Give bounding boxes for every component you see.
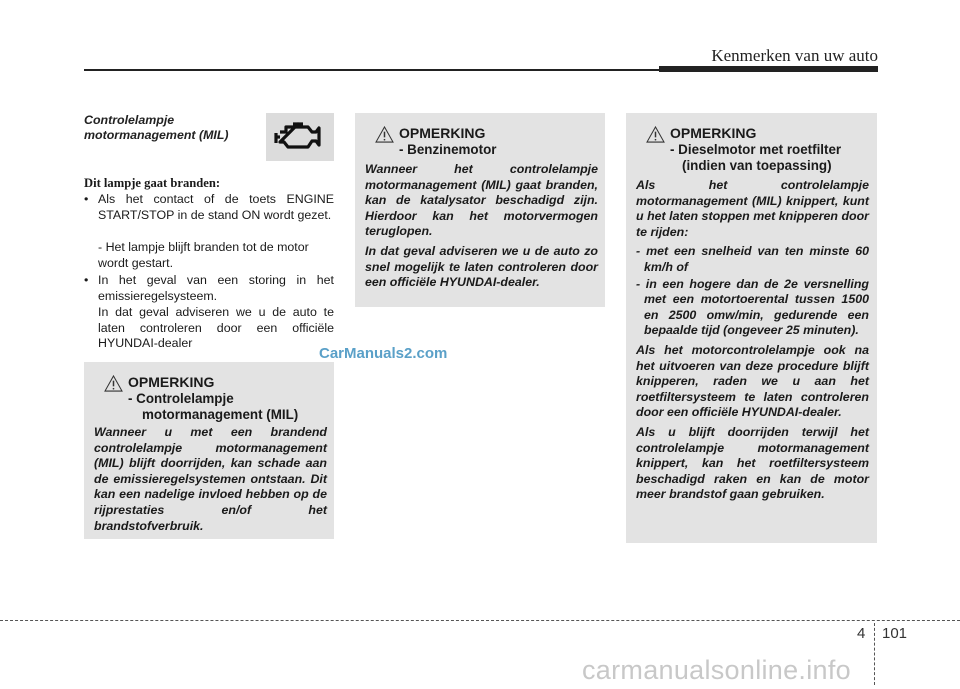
header-rule: [84, 69, 659, 71]
note-diesel-p1: Als het controlelampje motormanagement (MIL) knippert, kunt u het laten stoppen met knipperen door te rijden:: [636, 178, 869, 239]
mil-title-line1: Controlelampje: [84, 113, 175, 127]
engine-warning-icon: [266, 113, 334, 161]
note-diesel-sub1: - Dieselmotor met roetfilter: [670, 142, 842, 157]
watermark-carmanuals2[interactable]: CarManuals2.com: [319, 345, 448, 362]
note-mil-sub1: - Controlelampje: [128, 391, 234, 406]
bullet-dot: •: [84, 192, 89, 206]
warning-triangle-icon: [375, 126, 394, 143]
note-mil-head-text: OPMERKING: [128, 374, 215, 390]
note-diesel: [626, 113, 877, 543]
note-mil-body: [94, 425, 327, 534]
bullet-dot: •: [84, 273, 89, 287]
page-header-title: Kenmerken van uw auto: [711, 46, 878, 65]
note-mil-body-text: Wanneer u met een brandend controlelampje motormanagement (MIL) blijft doorrijden, kan schade aan de emissieregelsystemen ontstaan. Dit kan een nadelige invloed hebben op de rijprestaties en/of het brandstofverbruik.: [94, 425, 327, 533]
mil-bullet-2-text: In het geval van een storing in het emissieregelsysteem.: [98, 273, 334, 303]
note-diesel-head-text: OPMERKING: [670, 125, 757, 141]
note-petrol-p2: In dat geval adviseren we u de auto zo snel mogelijk te laten controleren door een officiële HYUNDAI-dealer.: [365, 243, 598, 290]
mil-bullet-1: [84, 192, 334, 223]
note-diesel-sub2: (indien van toepassing): [682, 158, 832, 173]
note-petrol-sub1: - Benzinemotor: [399, 142, 497, 157]
note-petrol-body: [365, 162, 598, 291]
note-diesel-head: [636, 125, 869, 142]
mil-lead: Dit lampje gaat branden:: [84, 176, 221, 190]
footer-rule: [0, 620, 960, 621]
note-petrol: [355, 113, 605, 307]
header-rule-thick: [659, 66, 878, 72]
mil-bullet-1-text: Als het contact of de toets ENGINE START/STOP in de stand ON wordt gezet.: [98, 192, 334, 222]
mil-bullet-2: [84, 273, 334, 304]
note-mil: [84, 362, 334, 539]
engine-icon-box: [266, 113, 334, 161]
note-diesel-li2: - in een hogere dan de 2e versnelling met een motortoerental tussen 1500 en 2500 omw/min, gedurende een bepaalde tijd (ongeveer 25 minuten).: [636, 276, 869, 338]
note-diesel-p2: Als het motorcontrolelampje ook na het uitvoeren van deze procedure blijft knipperen, raden we u aan het roetfiltersysteem te laten controleren door een officiële HYUNDAI-dealer.: [636, 342, 869, 420]
warning-triangle-icon: [646, 126, 665, 143]
note-diesel-body: [636, 178, 869, 503]
note-petrol-p1: Wanneer het controlelampje motormanagement (MIL) gaat branden, kan de katalysator beschadigd zijn. Hierdoor kan het motorvermogen teruglopen.: [365, 162, 598, 239]
mil-title-line2: motormanagement (MIL): [84, 128, 229, 142]
page-number: 101: [882, 625, 908, 642]
note-petrol-head-text: OPMERKING: [399, 125, 486, 141]
mil-bullet-2-sub: In dat geval adviseren we u de auto te laten controleren door een officiële HYUNDAI-dealer: [98, 305, 334, 350]
footer-separator: [874, 623, 876, 685]
note-petrol-head: [365, 125, 597, 142]
chapter-number: 4: [857, 625, 866, 642]
note-mil-sub2: motormanagement (MIL): [142, 407, 299, 422]
note-diesel-p3: Als u blijft doorrijden terwijl het controlelampje motormanagement knippert, kan het roetfiltersysteem beschadigd raken en kan de motor meer brandstof gaan gebruiken.: [636, 424, 869, 502]
note-mil-head: [94, 374, 326, 391]
mil-bullet-1-sub: - Het lampje blijft branden tot de motor wordt gestart.: [98, 240, 309, 270]
note-diesel-li1: - met een snelheid van ten minste 60 km/h of: [636, 244, 869, 274]
warning-triangle-icon: [104, 375, 123, 392]
watermark-carmanualsonline: carmanualsonline.info: [582, 655, 851, 685]
